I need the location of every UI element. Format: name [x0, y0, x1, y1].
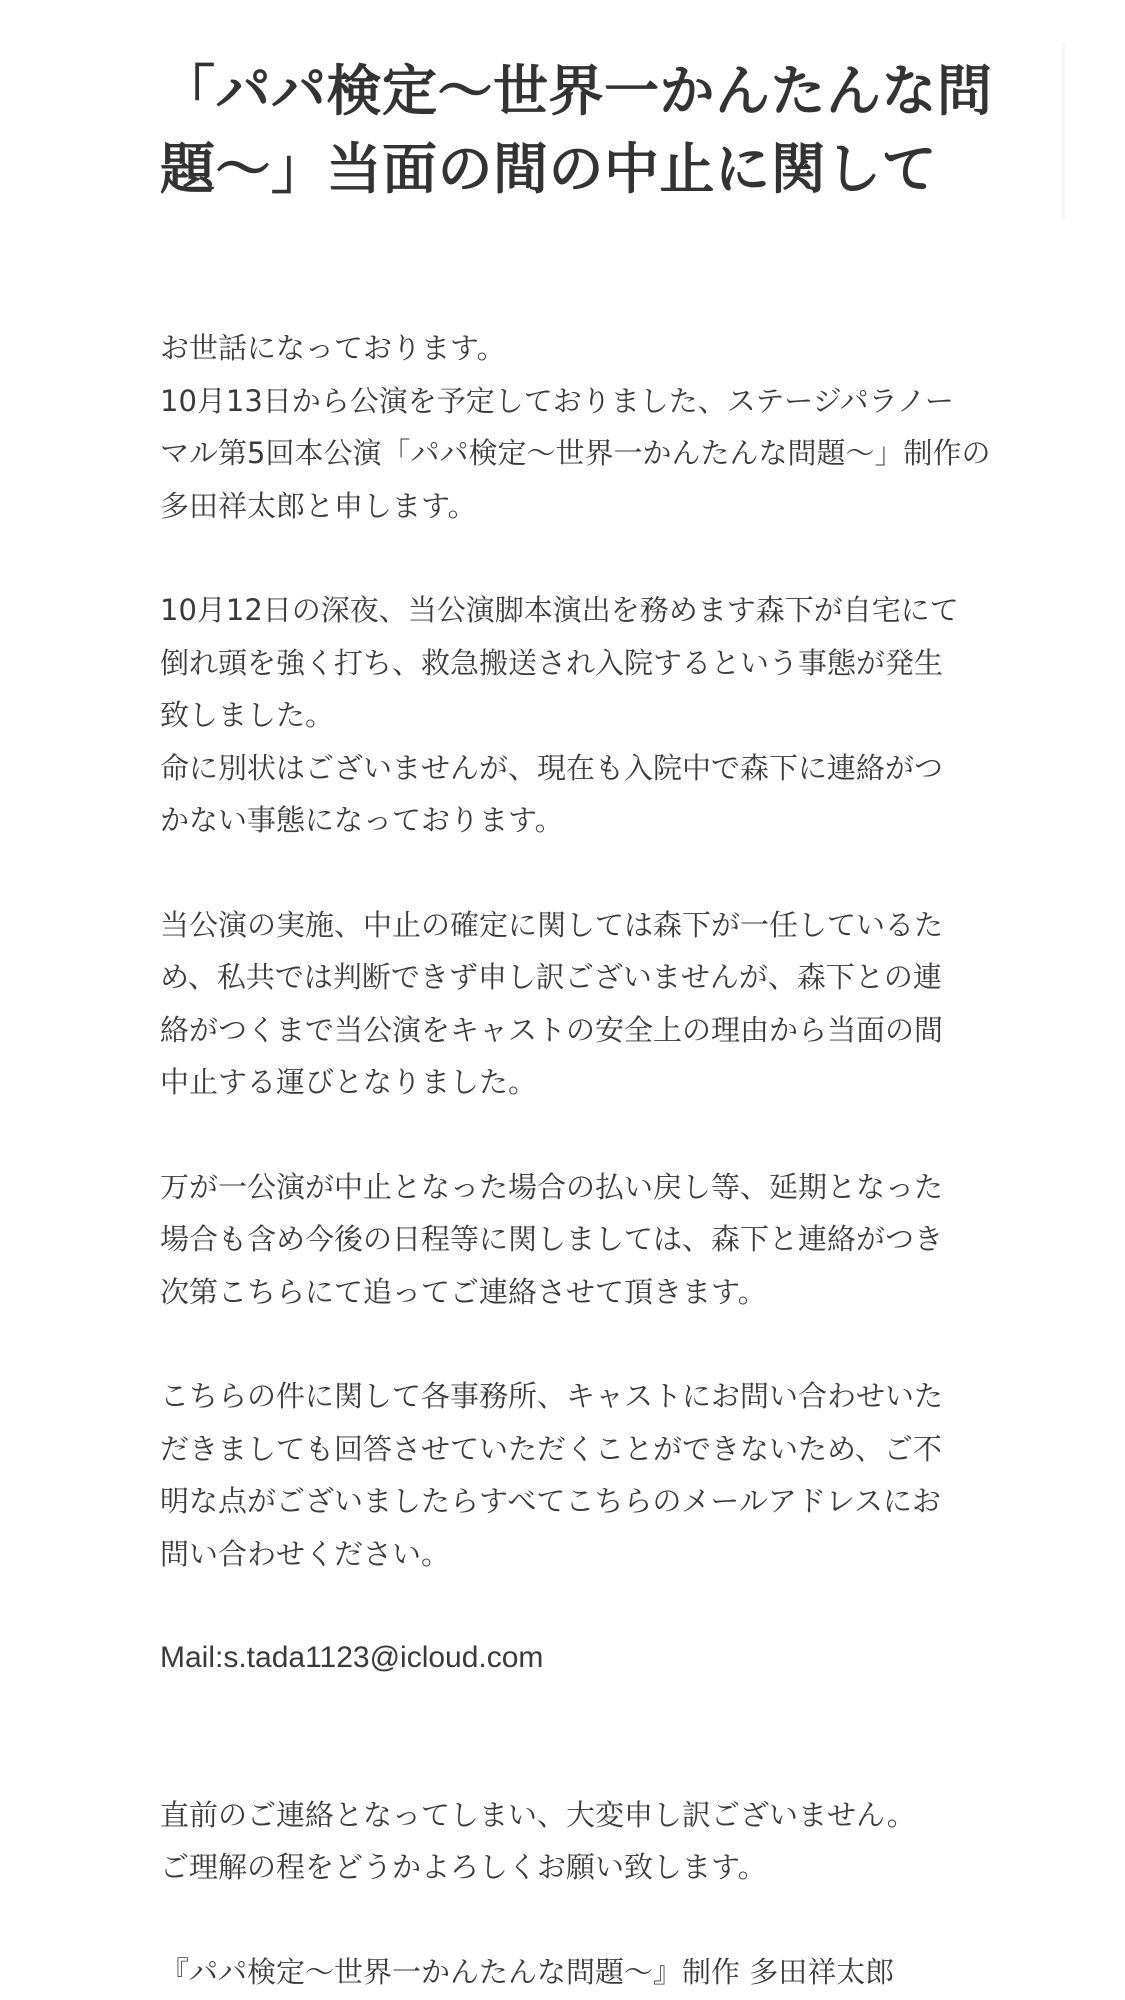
paragraph-line: 中止する運びとなりました。: [160, 1065, 538, 1099]
paragraph-line: 万が一公演が中止となった場合の払い戻し等、延期となった: [160, 1169, 944, 1204]
paragraph-contact: [160, 1370, 1020, 1580]
paragraph-line: だきましても回答させていただくことができないため、ご不: [160, 1431, 942, 1466]
paragraph-line: 10月12日の深夜、当公演脚本演出を務めます森下が自宅にて: [160, 593, 959, 627]
paragraph-line: 次第こちらにて追ってご連絡させて頂きます。: [160, 1274, 767, 1309]
paragraph-greeting: [160, 322, 1020, 532]
paragraph-line: マル第5回本公演「パパ検定〜世界一かんたんな問題〜」制作の: [160, 436, 991, 470]
paragraph-closing: [160, 1789, 1020, 1894]
paragraph-line: 明な点がございましたらすべてこちらのメールアドレスにお: [160, 1484, 941, 1518]
paragraph-line: 直前のご連絡となってしまい、大変申し訳ございません。: [160, 1797, 916, 1832]
paragraph-line: 絡がつくまで当公演をキャストの安全上の理由から当面の間: [160, 1012, 944, 1047]
paragraph-line: 場合も含め今後の日程等に関しましては、森下と連絡がつき: [160, 1222, 944, 1256]
paragraph-line: 問い合わせください。: [160, 1536, 451, 1571]
paragraph-suspension: [160, 899, 1020, 1109]
paragraph-refund: [160, 1161, 1020, 1319]
paragraph-incident: [160, 584, 1020, 847]
signature-line: 『パパ検定〜世界一かんたんな問題〜』制作 多田祥太郎: [160, 1954, 895, 1989]
paragraph-line: 多田祥太郎と申します。: [160, 488, 477, 523]
article-body: [160, 322, 1020, 1998]
signature: [160, 1946, 1020, 1999]
article: [160, 52, 1020, 2000]
contact-email[interactable]: Mail:s.tada1123@icloud.com: [160, 1641, 544, 1674]
paragraph-line: ご理解の程をどうかよろしくお願い致します。: [160, 1850, 767, 1884]
title-line-1: 「パパ検定〜世界一かんたんな問: [160, 59, 993, 123]
title-line-2: 題〜」当面の間の中止に関して: [160, 137, 938, 201]
paragraph-line: かない事態になっております。: [160, 803, 564, 837]
paragraph-line: お世話になっております。: [160, 331, 506, 365]
paragraph-line: 命に別状はございませんが、現在も入院中で森下に連絡がつ: [160, 750, 944, 785]
paragraph-line: 当公演の実施、中止の確定に関しては森下が一任しているた: [160, 907, 944, 942]
paragraph-line: こちらの件に関して各事務所、キャストにお問い合わせいた: [160, 1379, 944, 1413]
paragraph-line: め、私共では判断できず申し訳ございませんが、森下との連: [160, 960, 942, 994]
paragraph-line: 倒れ頭を強く打ち、救急搬送され入院するという事態が発生: [160, 645, 944, 680]
paragraph-line: 10月13日から公演を予定しておりました、ステージパラノー: [160, 383, 954, 418]
scroll-edge-shadow: [1062, 42, 1066, 218]
page-title: [160, 52, 1020, 208]
paragraph-line: 致しました。: [160, 698, 335, 732]
